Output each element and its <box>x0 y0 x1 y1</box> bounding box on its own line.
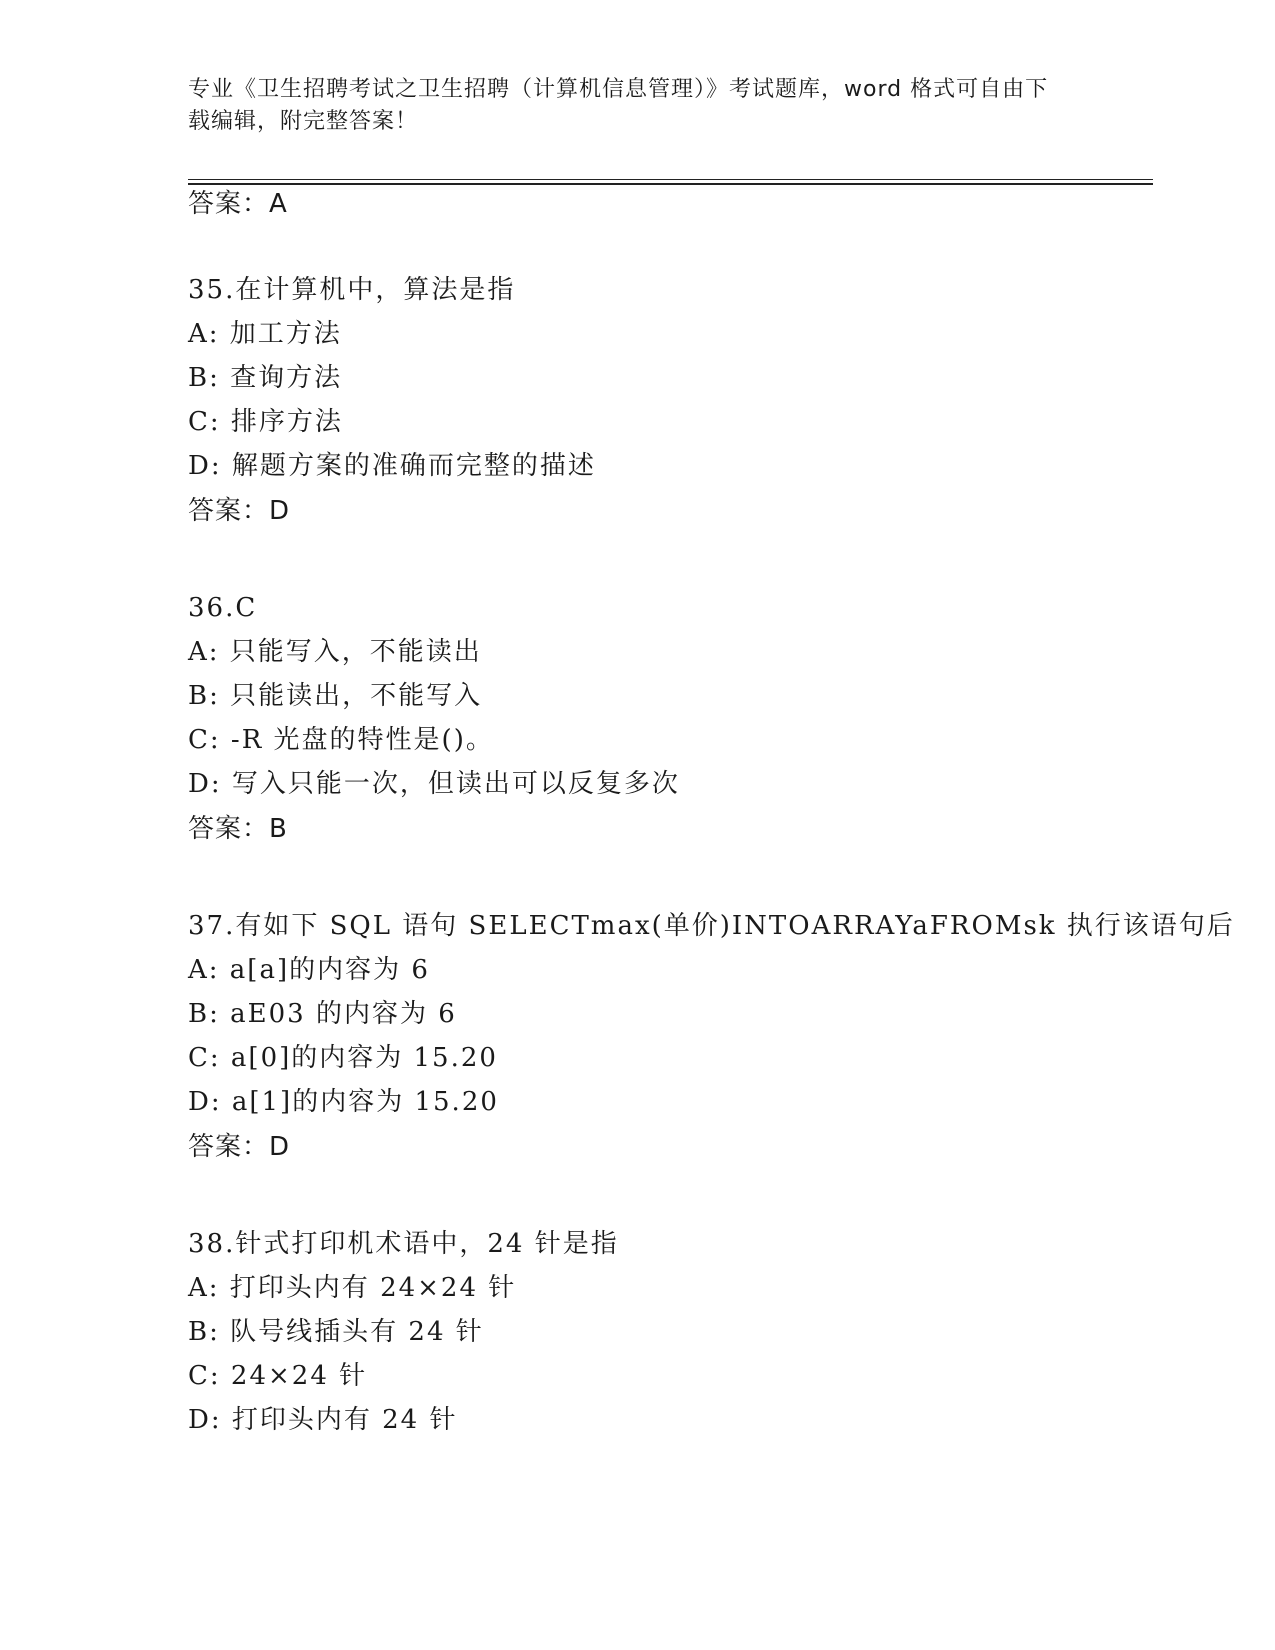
question-37-text: 37.有如下 SQL 语句 SELECTmax(单价)INTOARRAYaFROMsk 执行该语句后 <box>188 911 1235 941</box>
question-37-option-b: B: aE03 的内容为 6 <box>188 999 457 1029</box>
question-36-option-b: B: 只能读出，不能写入 <box>188 681 483 711</box>
header-divider-thin <box>188 179 1153 180</box>
question-36-option-d: D: 写入只能一次，但读出可以反复多次 <box>188 769 680 799</box>
question-38-option-d: D: 打印头内有 24 针 <box>188 1405 458 1435</box>
question-35-text: 35.在计算机中，算法是指 <box>188 275 516 305</box>
answer-line: 答案：A <box>188 189 288 219</box>
question-35-answer: 答案：D <box>188 496 291 526</box>
question-35-option-a: A: 加工方法 <box>188 319 342 349</box>
question-36-option-c: C: -R 光盘的特性是()。 <box>188 725 494 755</box>
question-35-option-d: D: 解题方案的准确而完整的描述 <box>188 451 596 481</box>
question-38-option-a: A: 打印头内有 24×24 针 <box>188 1273 517 1303</box>
question-36-text: 36.C <box>188 593 258 623</box>
question-36-option-a: A: 只能写入，不能读出 <box>188 637 482 667</box>
question-37-answer: 答案：D <box>188 1132 291 1162</box>
document-header: 专业《卫生招聘考试之卫生招聘（计算机信息管理）》考试题库，word 格式可自由下载编辑，附完整答案！ <box>188 77 1049 134</box>
question-37-option-d: D: a[1]的内容为 15.20 <box>188 1087 499 1117</box>
header-divider-thick <box>188 183 1153 185</box>
question-35-option-c: C: 排序方法 <box>188 407 343 437</box>
question-38-option-c: C: 24×24 针 <box>188 1361 368 1391</box>
question-37-option-c: C: a[0]的内容为 15.20 <box>188 1043 498 1073</box>
question-38-option-b: B: 队号线插头有 24 针 <box>188 1317 484 1347</box>
question-36-answer: 答案：B <box>188 814 288 844</box>
question-38-text: 38.针式打印机术语中，24 针是指 <box>188 1229 619 1259</box>
question-35-option-b: B: 查询方法 <box>188 363 343 393</box>
question-37-option-a: A: a[a]的内容为 6 <box>188 955 430 985</box>
